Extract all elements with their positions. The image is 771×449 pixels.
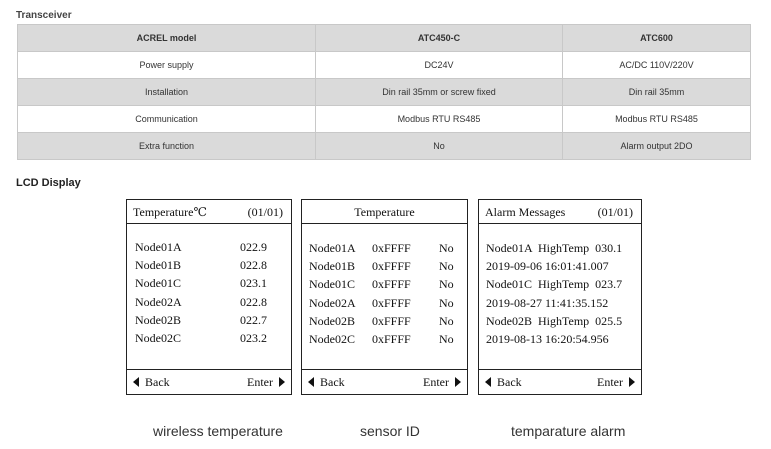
lcd-header-title: Temperature <box>354 205 415 219</box>
table-row <box>18 106 751 133</box>
table-cell: Communication <box>18 106 316 133</box>
temperature-value: 022.9 <box>240 240 267 254</box>
node-label: Node02A <box>309 295 356 310</box>
temperature-value: 022.8 <box>240 258 267 273</box>
status-value: No <box>439 313 454 328</box>
enter-label: Enter <box>597 375 623 389</box>
lcd-screen-temperature <box>126 199 292 395</box>
back-button[interactable] <box>133 370 170 394</box>
list-item <box>127 238 291 256</box>
status-value: No <box>439 259 454 274</box>
list-item <box>479 312 641 330</box>
node-label: Node01C <box>309 277 355 292</box>
table-cell: Modbus RTU RS485 <box>563 106 751 133</box>
list-item <box>127 329 291 347</box>
sensor-id-value: 0xFFFF <box>372 241 411 255</box>
alarm-line: Node02B HighTemp 025.5 <box>486 313 623 328</box>
lcd-screen-alarm <box>478 199 642 395</box>
node-label: Node02B <box>135 312 181 327</box>
table-header-row <box>18 25 751 52</box>
table-cell: ACREL model <box>18 25 316 52</box>
status-value: No <box>439 277 454 292</box>
lcd-footer <box>302 369 467 394</box>
table-cell: Din rail 35mm <box>563 79 751 106</box>
node-label: Node02C <box>309 331 355 346</box>
triangle-left-icon <box>133 377 139 387</box>
lcd-header <box>479 200 641 224</box>
list-item <box>479 330 641 348</box>
lcd-header <box>302 200 467 224</box>
status-value: No <box>439 295 454 310</box>
triangle-left-icon <box>485 377 491 387</box>
list-item <box>302 330 467 348</box>
triangle-right-icon <box>279 377 285 387</box>
alarm-timestamp: 2019-09-06 16:01:41.007 <box>486 259 609 274</box>
enter-button[interactable] <box>423 370 461 394</box>
transceiver-section-title: Transceiver <box>16 10 72 21</box>
lcd-page-indicator: (01/01) <box>597 205 633 219</box>
sensor-id-value: 0xFFFF <box>372 259 411 274</box>
lcd-body <box>479 239 641 348</box>
back-button[interactable] <box>308 370 345 394</box>
table-row <box>18 52 751 79</box>
lcd-body <box>127 238 291 347</box>
alarm-timestamp: 2019-08-27 11:41:35.152 <box>486 295 609 310</box>
alarm-timestamp: 2019-08-13 16:20:54.956 <box>486 331 609 346</box>
lcd-footer <box>127 369 291 394</box>
screen-caption: wireless temperature <box>153 423 283 439</box>
table-cell: AC/DC 110V/220V <box>563 52 751 79</box>
table-cell: Modbus RTU RS485 <box>316 106 563 133</box>
list-item <box>127 274 291 292</box>
triangle-right-icon <box>629 377 635 387</box>
enter-label: Enter <box>423 375 449 389</box>
list-item <box>302 239 467 257</box>
list-item <box>127 293 291 311</box>
lcd-body <box>302 239 467 348</box>
table-cell: Installation <box>18 79 316 106</box>
enter-button[interactable] <box>597 370 635 394</box>
lcd-header <box>127 200 291 224</box>
lcd-header-title: Alarm Messages <box>485 205 566 219</box>
table-cell: Alarm output 2DO <box>563 133 751 160</box>
node-label: Node02C <box>135 330 181 345</box>
temperature-value: 022.7 <box>240 312 267 327</box>
node-label: Node02A <box>135 294 182 309</box>
sensor-id-value: 0xFFFF <box>372 313 411 328</box>
enter-label: Enter <box>247 375 273 389</box>
list-item <box>479 257 641 275</box>
table-cell: Power supply <box>18 52 316 79</box>
node-label: Node01A <box>309 241 356 255</box>
list-item <box>302 275 467 293</box>
back-button[interactable] <box>485 370 522 394</box>
list-item <box>479 294 641 312</box>
alarm-line: Node01C HighTemp 023.7 <box>486 277 623 292</box>
node-label: Node01A <box>135 240 182 254</box>
table-cell: Extra function <box>18 133 316 160</box>
screen-caption: sensor ID <box>360 423 420 439</box>
lcd-header-title: Temperature℃ <box>133 205 207 219</box>
sensor-id-value: 0xFFFF <box>372 277 411 292</box>
list-item <box>479 275 641 293</box>
table-cell: No <box>316 133 563 160</box>
temperature-value: 023.2 <box>240 330 267 345</box>
enter-button[interactable] <box>247 370 285 394</box>
table-cell: ATC450-C <box>316 25 563 52</box>
table-cell: Din rail 35mm or screw fixed <box>316 79 563 106</box>
transceiver-spec-table <box>17 24 751 160</box>
table-row <box>18 79 751 106</box>
node-label: Node01B <box>309 259 355 274</box>
list-item <box>302 294 467 312</box>
list-item <box>127 311 291 329</box>
list-item <box>127 256 291 274</box>
sensor-id-value: 0xFFFF <box>372 295 411 310</box>
table-cell: DC24V <box>316 52 563 79</box>
table-row <box>18 133 751 160</box>
list-item <box>302 312 467 330</box>
temperature-value: 023.1 <box>240 276 267 291</box>
list-item <box>479 239 641 257</box>
alarm-line: Node01A HighTemp 030.1 <box>486 241 623 255</box>
lcd-section-title: LCD Display <box>16 177 81 189</box>
triangle-right-icon <box>455 377 461 387</box>
lcd-footer <box>479 369 641 394</box>
node-label: Node01B <box>135 258 181 273</box>
table-cell: ATC600 <box>563 25 751 52</box>
temperature-value: 022.8 <box>240 294 267 309</box>
lcd-screen-sensor-id <box>301 199 468 395</box>
back-label: Back <box>497 375 522 389</box>
sensor-id-value: 0xFFFF <box>372 331 411 346</box>
triangle-left-icon <box>308 377 314 387</box>
list-item <box>302 257 467 275</box>
back-label: Back <box>320 375 345 389</box>
lcd-page-indicator: (01/01) <box>247 205 283 219</box>
status-value: No <box>439 331 454 346</box>
status-value: No <box>439 241 454 255</box>
node-label: Node01C <box>135 276 181 291</box>
back-label: Back <box>145 375 170 389</box>
screen-caption: temparature alarm <box>511 423 626 439</box>
node-label: Node02B <box>309 313 355 328</box>
